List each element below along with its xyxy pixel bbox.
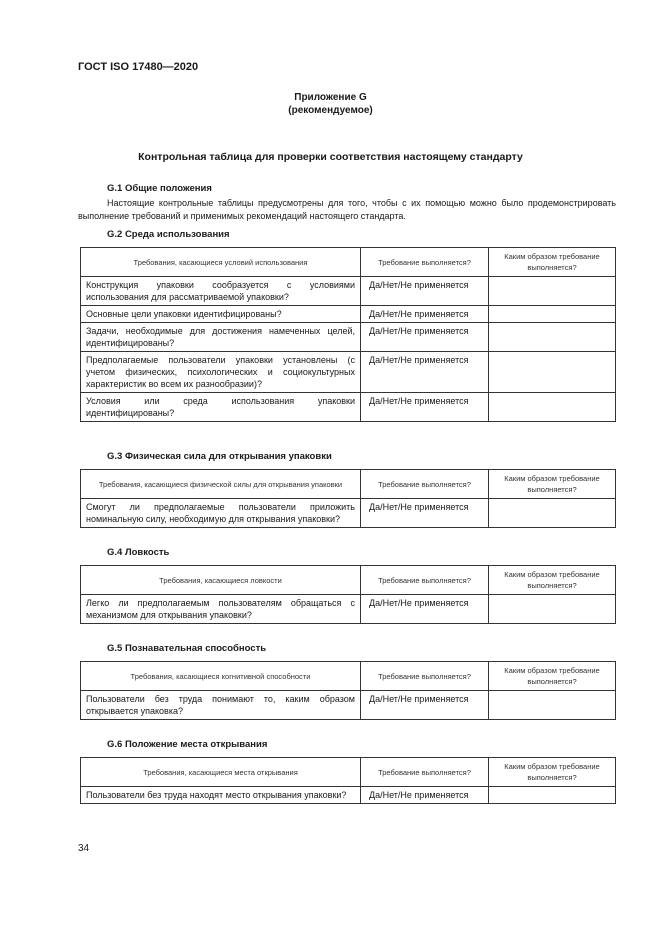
section-heading-g6: G.6 Положение места открывания — [107, 739, 268, 750]
table-row — [81, 306, 616, 323]
how-cell — [489, 499, 616, 528]
table-header-row — [81, 470, 616, 499]
annex-label: Приложение G — [294, 92, 367, 103]
table-row — [81, 787, 616, 804]
annex-status: (рекомендуемое) — [288, 105, 373, 116]
requirement-cell: Условия или среда использования упаковки идентифицированы? — [81, 393, 361, 422]
column-header: Каким образом требование выполняется? — [489, 470, 616, 499]
column-header: Требование выполняется? — [361, 470, 489, 499]
column-header: Требования, касающиеся ловкости — [81, 566, 361, 595]
section-heading-g4: G.4 Ловкость — [107, 547, 170, 558]
requirement-cell: Легко ли предполагаемым пользователям обращаться с механизмом для открывания упаковки? — [81, 595, 361, 624]
how-cell — [489, 393, 616, 422]
answer-cell: Да/Нет/Не применяется — [361, 595, 489, 624]
column-header: Требование выполняется? — [361, 248, 489, 277]
column-header: Каким образом требование выполняется? — [489, 248, 616, 277]
document-id: ГОСТ ISO 17480—2020 — [78, 61, 199, 73]
table-header-row — [81, 566, 616, 595]
how-cell — [489, 691, 616, 720]
column-header: Каким образом требование выполняется? — [489, 566, 616, 595]
requirement-cell: Задачи, необходимые для достижения намеченных целей, идентифицированы? — [81, 323, 361, 352]
answer-cell: Да/Нет/Не применяется — [361, 306, 489, 323]
requirements-table-g3 — [80, 469, 616, 528]
how-cell — [489, 306, 616, 323]
section-heading-g2: G.2 Среда использования — [107, 229, 230, 240]
paragraph-text: Настоящие контрольные таблицы предусмотрены для того, чтобы с их помощью можно было продемонстрировать выполнение требований и применимых рекомендаций настоящего стандарта. — [78, 198, 616, 221]
section-heading-g3: G.3 Физическая сила для открывания упаковки — [107, 451, 332, 462]
requirement-cell: Основные цели упаковки идентифицированы? — [81, 306, 361, 323]
table-row — [81, 277, 616, 306]
section-heading-g1: G.1 Общие положения — [107, 183, 212, 194]
section-g1-paragraph — [78, 197, 616, 223]
requirement-cell: Конструкция упаковки сообразуется с условиями использования для рассматриваемой упаковки? — [81, 277, 361, 306]
column-header: Требования, касающиеся места открывания — [81, 758, 361, 787]
column-header: Требования, касающиеся когнитивной способности — [81, 662, 361, 691]
how-cell — [489, 352, 616, 393]
table-row — [81, 323, 616, 352]
page-number: 34 — [78, 843, 90, 854]
answer-cell: Да/Нет/Не применяется — [361, 323, 489, 352]
table-header-row — [81, 248, 616, 277]
how-cell — [489, 277, 616, 306]
table-row — [81, 393, 616, 422]
column-header: Требования, касающиеся физической силы для открывания упаковки — [81, 470, 361, 499]
checklist-title: Контрольная таблица для проверки соответствия настоящему стандарту — [138, 151, 523, 163]
answer-cell: Да/Нет/Не применяется — [361, 499, 489, 528]
table-row — [81, 499, 616, 528]
requirements-table-g2 — [80, 247, 616, 422]
answer-cell: Да/Нет/Не применяется — [361, 787, 489, 804]
column-header: Требование выполняется? — [361, 566, 489, 595]
how-cell — [489, 323, 616, 352]
column-header: Требование выполняется? — [361, 662, 489, 691]
requirement-cell: Предполагаемые пользователи упаковки установлены (с учетом физических, психологических и социокультурных характеристик во всем их разнообразии)? — [81, 352, 361, 393]
answer-cell: Да/Нет/Не применяется — [361, 691, 489, 720]
column-header: Каким образом требование выполняется? — [489, 662, 616, 691]
requirements-table-g4 — [80, 565, 616, 624]
column-header: Каким образом требование выполняется? — [489, 758, 616, 787]
column-header: Требования, касающиеся условий использования — [81, 248, 361, 277]
table-row — [81, 352, 616, 393]
requirement-cell: Смогут ли предполагаемые пользователи приложить номинальную силу, необходимую для открывания упаковки? — [81, 499, 361, 528]
section-heading-g5: G.5 Познавательная способность — [107, 643, 267, 654]
table-header-row — [81, 758, 616, 787]
requirements-table-g6 — [80, 757, 616, 804]
table-row — [81, 595, 616, 624]
requirement-cell: Пользователи без труда понимают то, каким образом открывается упаковка? — [81, 691, 361, 720]
answer-cell: Да/Нет/Не применяется — [361, 393, 489, 422]
how-cell — [489, 787, 616, 804]
requirement-cell: Пользователи без труда находят место открывания упаковки? — [81, 787, 361, 804]
annex-title — [0, 91, 661, 117]
requirements-table-g5 — [80, 661, 616, 720]
answer-cell: Да/Нет/Не применяется — [361, 352, 489, 393]
table-row — [81, 691, 616, 720]
answer-cell: Да/Нет/Не применяется — [361, 277, 489, 306]
table-header-row — [81, 662, 616, 691]
column-header: Требование выполняется? — [361, 758, 489, 787]
how-cell — [489, 595, 616, 624]
